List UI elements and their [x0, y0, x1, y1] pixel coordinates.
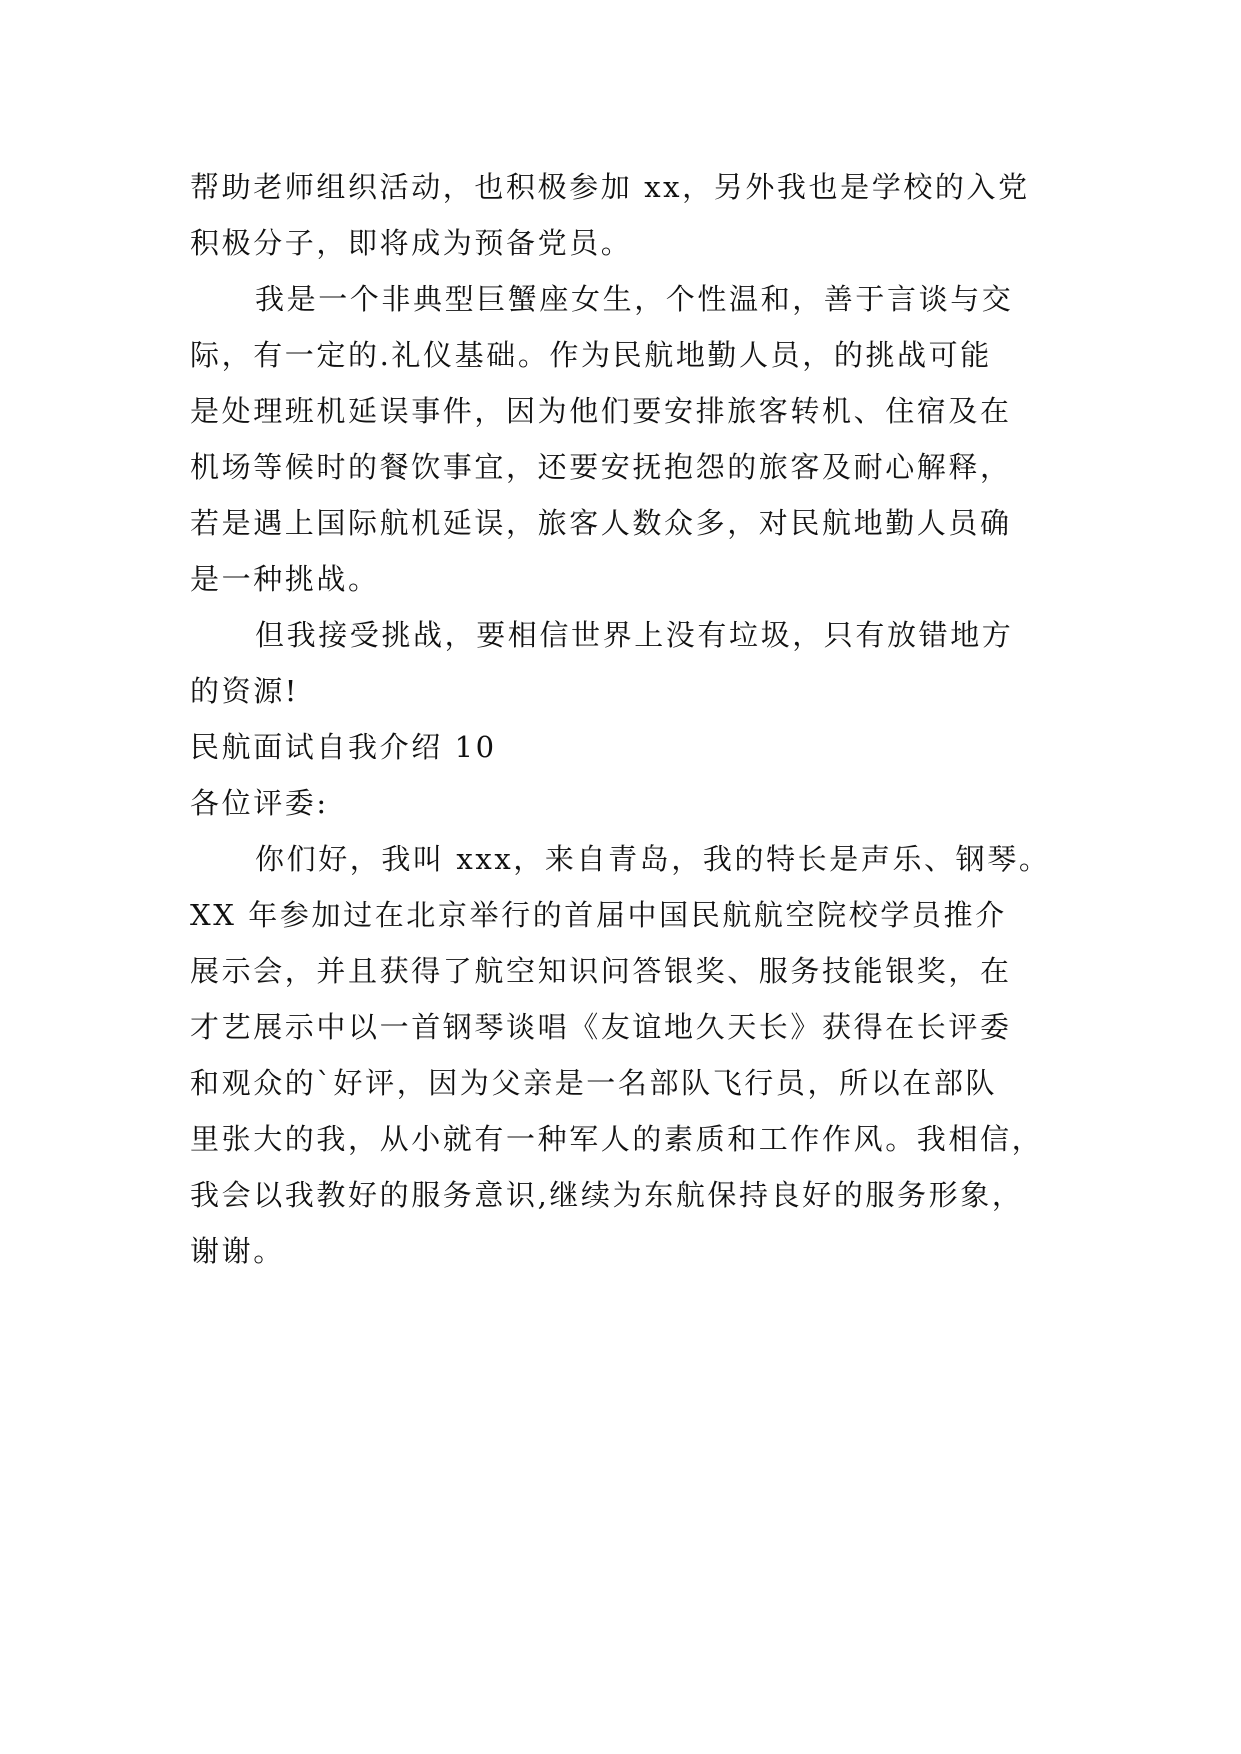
text-line: 里张大的我，从小就有一种军人的素质和工作作风。我相信，: [190, 1122, 1044, 1156]
text-line: 但我接受挑战，要相信世界上没有垃圾，只有放错地方: [255, 618, 1014, 652]
salutation: 各位评委:: [190, 786, 329, 820]
text-line: 机场等候时的餐饮事宜，还要安抚抱怨的旅客及耐心解释，: [190, 450, 1012, 484]
text-line: 我是一个非典型巨蟹座女生，个性温和，善于言谈与交: [255, 282, 1014, 316]
text-line: 和观众的`好评，因为父亲是一名部队飞行员，所以在部队: [190, 1066, 998, 1100]
text-line: 若是遇上国际航机延误，旅客人数众多，对民航地勤人员确: [190, 506, 1012, 540]
text-line: 你们好，我叫 xxx，来自青岛，我的特长是声乐、钢琴。: [255, 842, 1051, 876]
section-heading: 民航面试自我介绍 10: [190, 730, 497, 764]
text-line: 是处理班机延误事件，因为他们要安排旅客转机、住宿及在: [190, 394, 1012, 428]
text-line: 帮助老师组织活动，也积极参加 xx，另外我也是学校的入党: [190, 170, 1030, 204]
text-line: 展示会，并且获得了航空知识问答银奖、服务技能银奖，在: [190, 954, 1012, 988]
text-line: XX 年参加过在北京举行的首届中国民航航空院校学员推介: [190, 898, 1007, 932]
text-line: 是一种挑战。: [190, 562, 380, 596]
text-line: 才艺展示中以一首钢琴谈唱《友谊地久天长》获得在长评委: [190, 1010, 1012, 1044]
text-line: 我会以我教好的服务意识,继续为东航保持良好的服务形象，: [190, 1178, 1024, 1212]
text-line: 积极分子，即将成为预备党员。: [190, 226, 633, 260]
text-line: 的资源!: [190, 674, 300, 708]
text-line: 际，有一定的.礼仪基础。作为民航地勤人员，的挑战可能: [190, 338, 992, 372]
text-line: 谢谢。: [190, 1234, 285, 1268]
